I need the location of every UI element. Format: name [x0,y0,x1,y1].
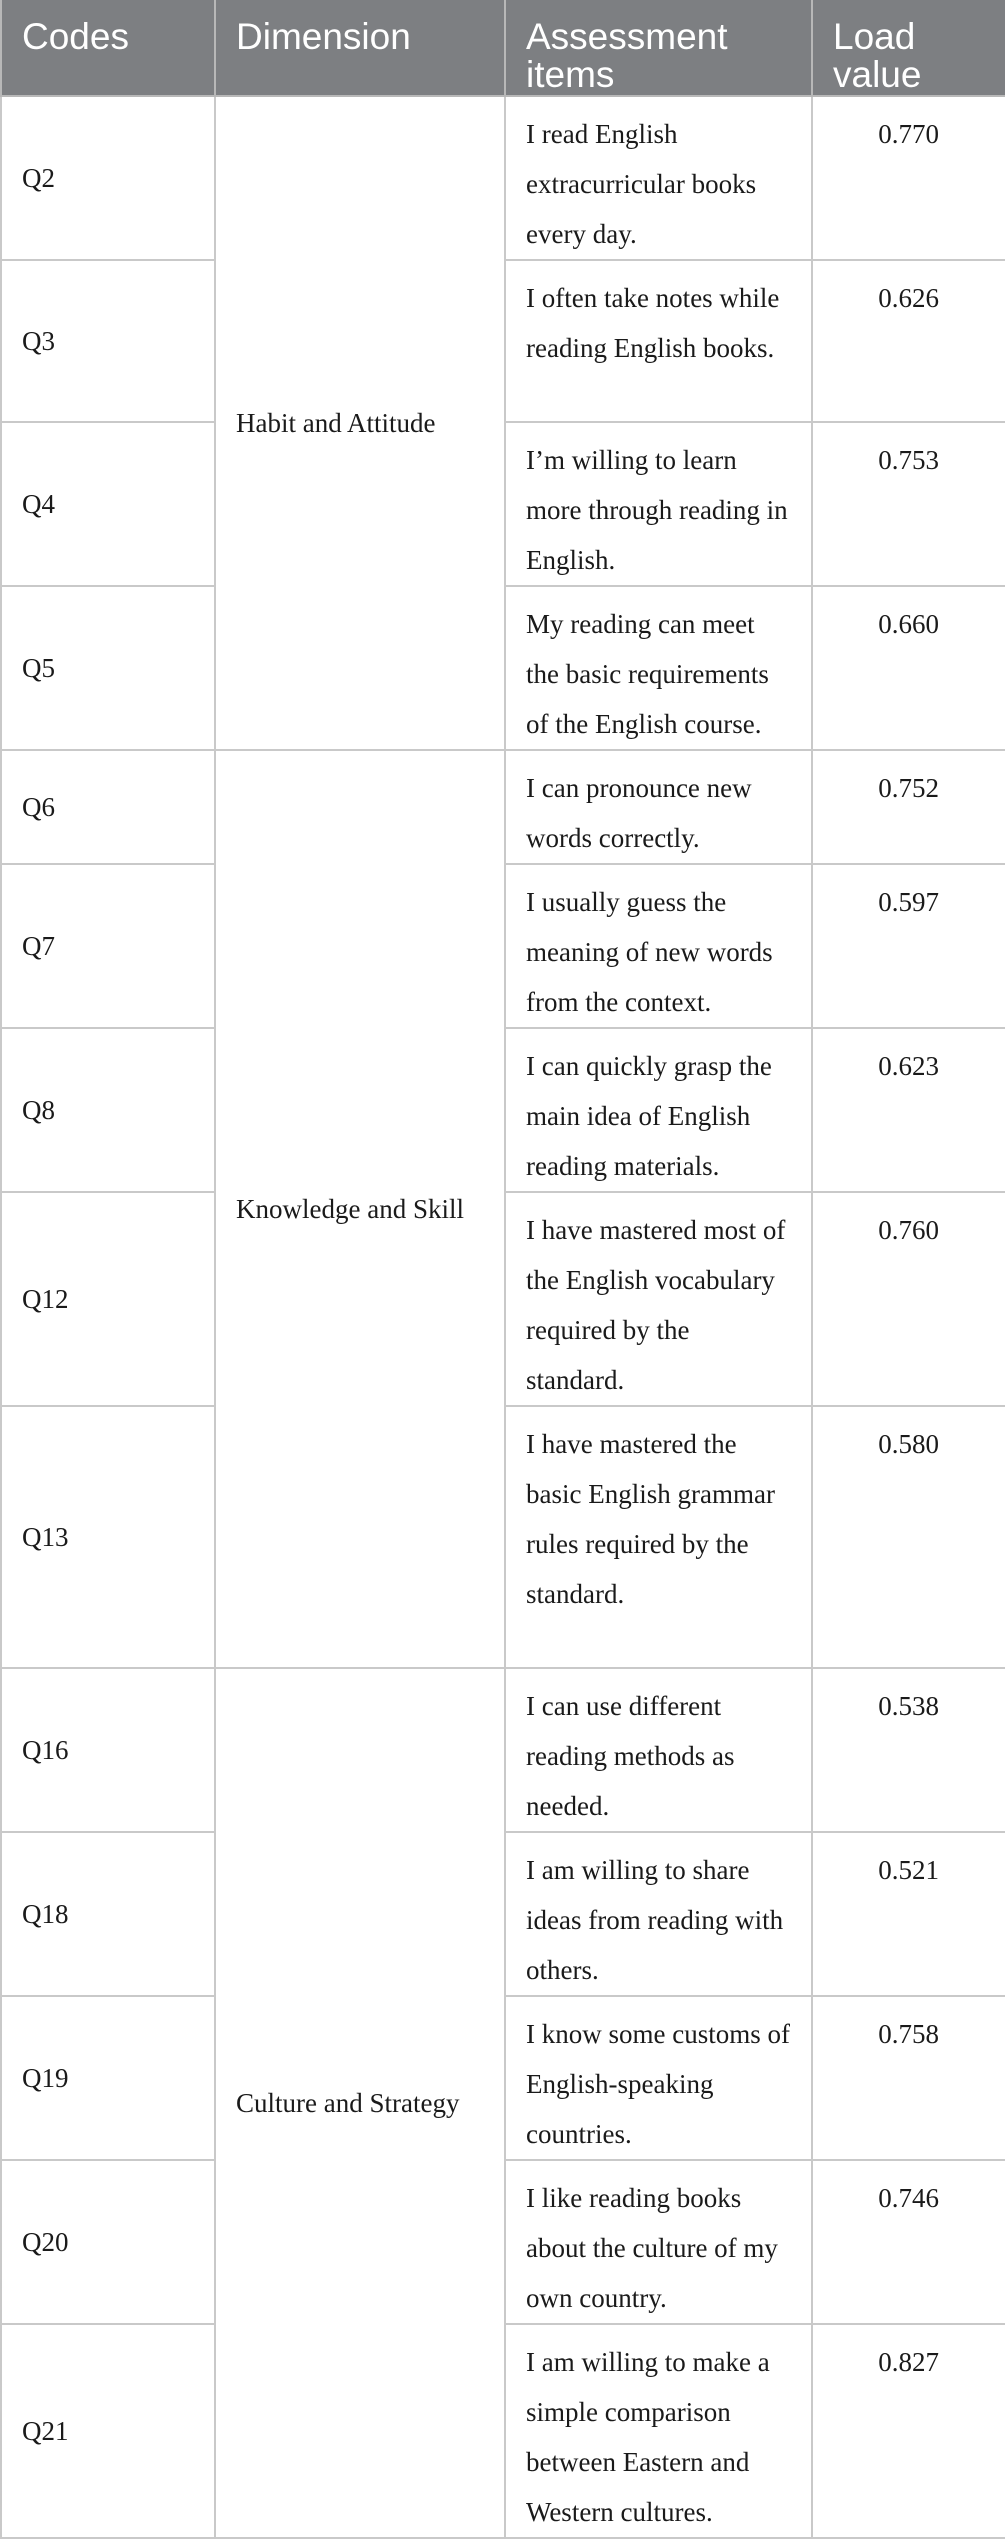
dimension-cell: Culture and Strategy [215,1668,505,2538]
code-cell: Q3 [1,260,215,422]
code-cell: Q6 [1,750,215,864]
header-row [1,0,1005,96]
assessment-item-cell: I am willing to share ideas from reading with others. [505,1832,812,1996]
load-value-cell: 0.597 [812,864,1005,1028]
assessment-item-cell: I often take notes while reading English books. [505,260,812,422]
assessment-item-cell: I know some customs of English-speaking countries. [505,1996,812,2160]
assessment-item-cell: My reading can meet the basic requirements of the English course. [505,586,812,750]
table-row [1,750,1005,864]
code-cell: Q21 [1,2324,215,2538]
load-value-cell: 0.626 [812,260,1005,422]
load-value-cell: 0.770 [812,96,1005,260]
assessment-item-cell: I’m willing to learn more through reading in English. [505,422,812,586]
code-cell: Q4 [1,422,215,586]
code-cell: Q20 [1,2160,215,2324]
code-cell: Q7 [1,864,215,1028]
assessment-item-cell: I usually guess the meaning of new words from the context. [505,864,812,1028]
load-value-cell: 0.753 [812,422,1005,586]
table-row [1,1668,1005,1832]
load-value-cell: 0.580 [812,1406,1005,1668]
code-cell: Q19 [1,1996,215,2160]
header-assessment-items: Assessment items [505,0,812,96]
load-value-cell: 0.623 [812,1028,1005,1192]
code-cell: Q5 [1,586,215,750]
load-value-cell: 0.827 [812,2324,1005,2538]
assessment-item-cell: I can use different reading methods as needed. [505,1668,812,1832]
assessment-item-cell: I have mastered most of the English vocabulary required by the standard. [505,1192,812,1406]
load-value-cell: 0.758 [812,1996,1005,2160]
assessment-item-cell: I read English extracurricular books every day. [505,96,812,260]
code-cell: Q18 [1,1832,215,1996]
assessment-item-cell: I can quickly grasp the main idea of English reading materials. [505,1028,812,1192]
code-cell: Q12 [1,1192,215,1406]
load-value-cell: 0.538 [812,1668,1005,1832]
assessment-item-cell: I have mastered the basic English grammar rules required by the standard. [505,1406,812,1668]
load-value-cell: 0.760 [812,1192,1005,1406]
load-value-cell: 0.660 [812,586,1005,750]
assessment-item-cell: I like reading books about the culture of my own country. [505,2160,812,2324]
table-body [1,96,1005,2538]
header-codes: Codes [1,0,215,96]
load-value-cell: 0.752 [812,750,1005,864]
code-cell: Q8 [1,1028,215,1192]
code-cell: Q2 [1,96,215,260]
code-cell: Q16 [1,1668,215,1832]
assessment-item-cell: I can pronounce new words correctly. [505,750,812,864]
load-value-cell: 0.746 [812,2160,1005,2324]
code-cell: Q13 [1,1406,215,1668]
dimension-cell: Knowledge and Skill [215,750,505,1668]
assessment-item-cell: I am willing to make a simple comparison between Eastern and Western cultures. [505,2324,812,2538]
header-load-value: Load value [812,0,1005,96]
dimension-cell: Habit and Attitude [215,96,505,750]
table-header [1,0,1005,96]
header-dimension: Dimension [215,0,505,96]
load-value-cell: 0.521 [812,1832,1005,1996]
table-row [1,96,1005,260]
